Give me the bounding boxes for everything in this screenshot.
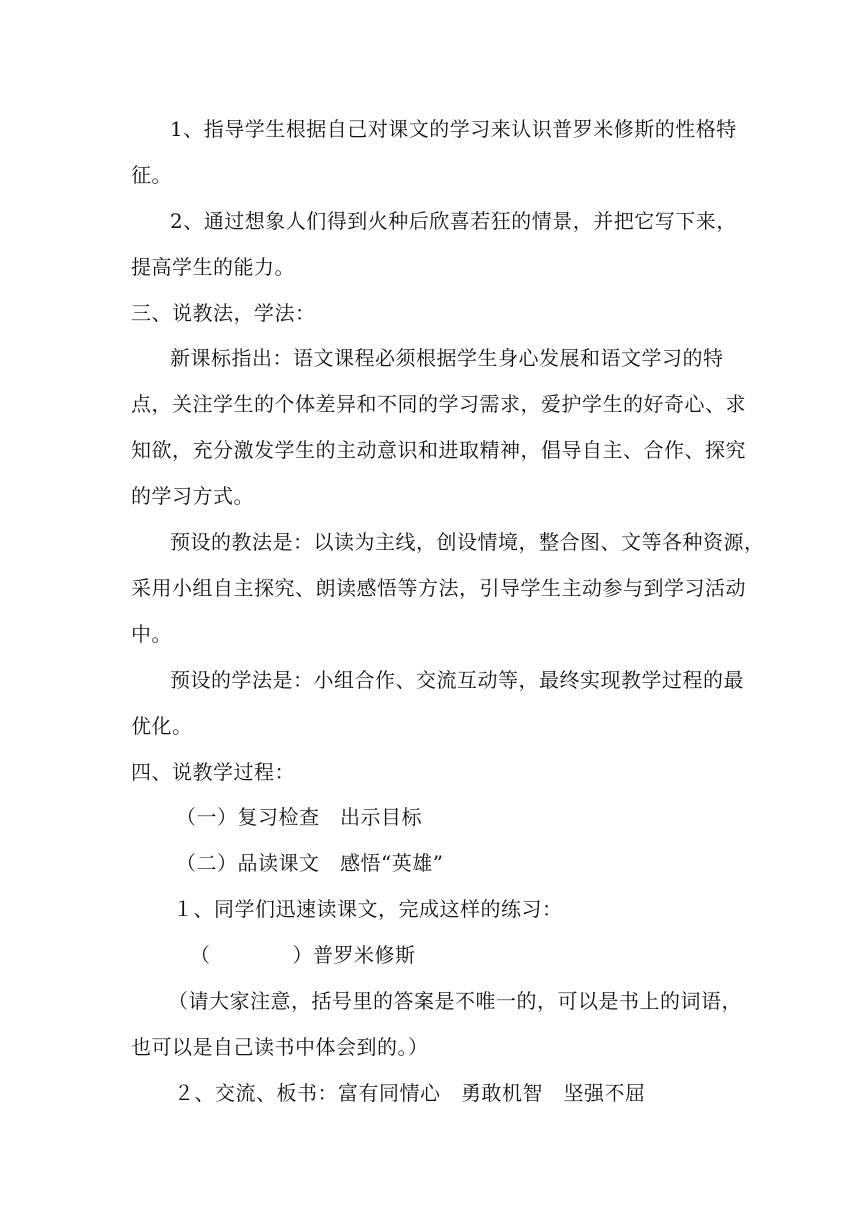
board-writing-line: ２、交流、板书：富有同情心 勇敢机智 坚强不屈	[174, 1081, 646, 1105]
curriculum-paragraph-line-4: 的学习方式。	[131, 484, 254, 508]
process-step-1: （一）复习检查 出示目标	[176, 805, 422, 829]
section-heading-methods: 三、说教法，学法：	[131, 301, 316, 325]
teaching-method-line-3: 中。	[131, 622, 172, 646]
teaching-method-line-1: 预设的教法是：以读为主线，创设情境，整合图、文等各种资源，	[170, 530, 765, 554]
exercise-note-line-2: 也可以是自己读书中体会到的。）	[131, 1035, 429, 1059]
section-heading-process: 四、说教学过程：	[131, 760, 295, 784]
curriculum-paragraph-line-3: 知欲，充分激发学生的主动意识和进取精神，倡导自主、合作、探究	[131, 438, 746, 462]
exercise-blank: （ ）普罗米修斯	[190, 943, 416, 967]
exercise-note-line-1: （请大家注意，括号里的答案是不唯一的，可以是书上的词语，	[168, 989, 742, 1013]
objective-1-line-1: 1、指导学生根据自己对课文的学习来认识普罗米修斯的性格特	[170, 117, 737, 141]
process-step-2: （二）品读课文 感悟“英雄”	[176, 851, 444, 875]
teaching-method-line-2: 采用小组自主探究、朗读感悟等方法，引导学生主动参与到学习活动	[131, 576, 746, 600]
exercise-instruction: １、同学们迅速读课文，完成这样的练习：	[173, 897, 563, 921]
curriculum-paragraph-line-1: 新课标指出：语文课程必须根据学生身心发展和语文学习的特	[170, 346, 724, 370]
learning-method-line-1: 预设的学法是：小组合作、交流互动等，最终实现教学过程的最	[170, 668, 744, 692]
learning-method-line-2: 优化。	[131, 714, 193, 738]
objective-2-line-2: 提高学生的能力。	[131, 255, 295, 279]
curriculum-paragraph-line-2: 点，关注学生的个体差异和不同的学习需求，爱护学生的好奇心、求	[131, 392, 746, 416]
objective-2-line-1: 2、通过想象人们得到火种后欣喜若狂的情景，并把它写下来，	[170, 209, 737, 233]
objective-1-line-2: 征。	[131, 163, 172, 187]
